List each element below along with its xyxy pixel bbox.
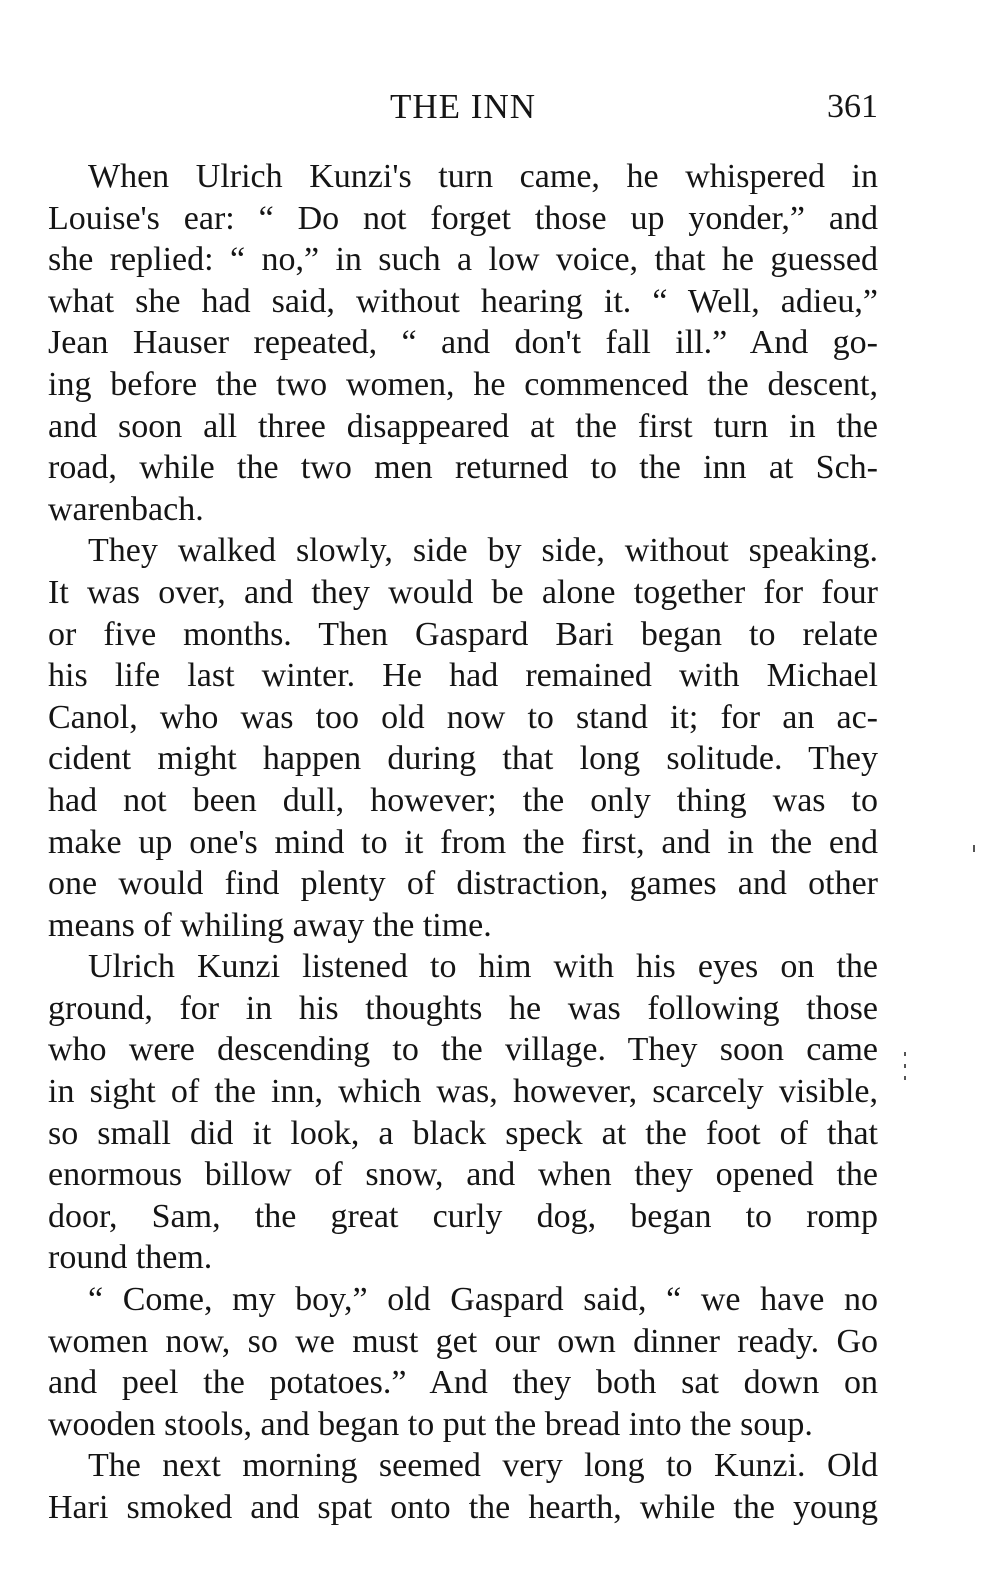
paragraph [48, 530, 878, 946]
text-line: Canol, who was too old now to stand it; for an ac- [48, 698, 878, 736]
text-line: round them. [48, 1239, 213, 1277]
text-line: cident might happen during that long solitude. They [48, 740, 878, 778]
text-line: “ Come, my boy,” old Gaspard said, “ we have no [88, 1281, 878, 1319]
text-line: They walked slowly, side by side, without speaking. [88, 532, 878, 570]
text-line: she replied: “ no,” in such a low voice, that he guessed [48, 241, 878, 279]
text-line: Jean Hauser repeated, “ and don't fall ill.” And go- [48, 324, 878, 362]
text-line: Louise's ear: “ Do not forget those up yonder,” and [48, 199, 878, 237]
text-line: The next morning seemed very long to Kunzi. Old [88, 1447, 878, 1485]
text-line: his life last winter. He had remained with Michael [48, 657, 878, 695]
text-line: and soon all three disappeared at the first turn in the [48, 407, 878, 445]
text-line: ground, for in his thoughts he was following those [48, 989, 878, 1027]
text-line: and peel the potatoes.” And they both sat down on [48, 1364, 878, 1402]
stray-speck [973, 845, 975, 852]
text-line: door, Sam, the great curly dog, began to romp [48, 1197, 878, 1235]
text-line: ing before the two women, he commenced the descent, [48, 365, 878, 403]
text-line: who were descending to the village. They soon came [48, 1031, 878, 1069]
text-line: in sight of the inn, which was, however, scarcely visible, [48, 1073, 878, 1111]
stray-speck [904, 1076, 906, 1080]
text-line: make up one's mind to it from the first, and in the end [48, 823, 878, 861]
text-line: enormous billow of snow, and when they opened the [48, 1156, 878, 1194]
running-header [48, 82, 878, 132]
text-line: what she had said, without hearing it. “ Well, adieu,” [48, 282, 878, 320]
text-line: road, while the two men returned to the inn at Sch- [48, 449, 878, 487]
paragraph [48, 156, 878, 530]
paragraph [48, 1445, 878, 1528]
page-number: 361 [827, 88, 878, 125]
text-line: It was over, and they would be alone together for four [48, 573, 878, 611]
paragraph [48, 1279, 878, 1445]
stray-speck [904, 1064, 906, 1068]
text-line: or five months. Then Gaspard Bari began to relate [48, 615, 878, 653]
text-line: wooden stools, and began to put the bread into the soup. [48, 1405, 813, 1443]
text-line: means of whiling away the time. [48, 906, 492, 944]
text-line: warenbach. [48, 490, 204, 528]
text-line: women now, so we must get our own dinner ready. Go [48, 1322, 878, 1360]
text-line: Ulrich Kunzi listened to him with his eyes on the [88, 948, 878, 986]
text-line: so small did it look, a black speck at the foot of that [48, 1114, 878, 1152]
text-line: had not been dull, however; the only thing was to [48, 781, 878, 819]
stray-speck [904, 1052, 906, 1056]
paragraph [48, 946, 878, 1279]
chapter-title: THE INN [390, 87, 536, 126]
text-line: one would find plenty of distraction, games and other [48, 865, 878, 903]
body-text [48, 156, 878, 1529]
text-line: Hari smoked and spat onto the hearth, while the young [48, 1489, 878, 1526]
text-line: When Ulrich Kunzi's turn came, he whispered in [88, 158, 878, 195]
